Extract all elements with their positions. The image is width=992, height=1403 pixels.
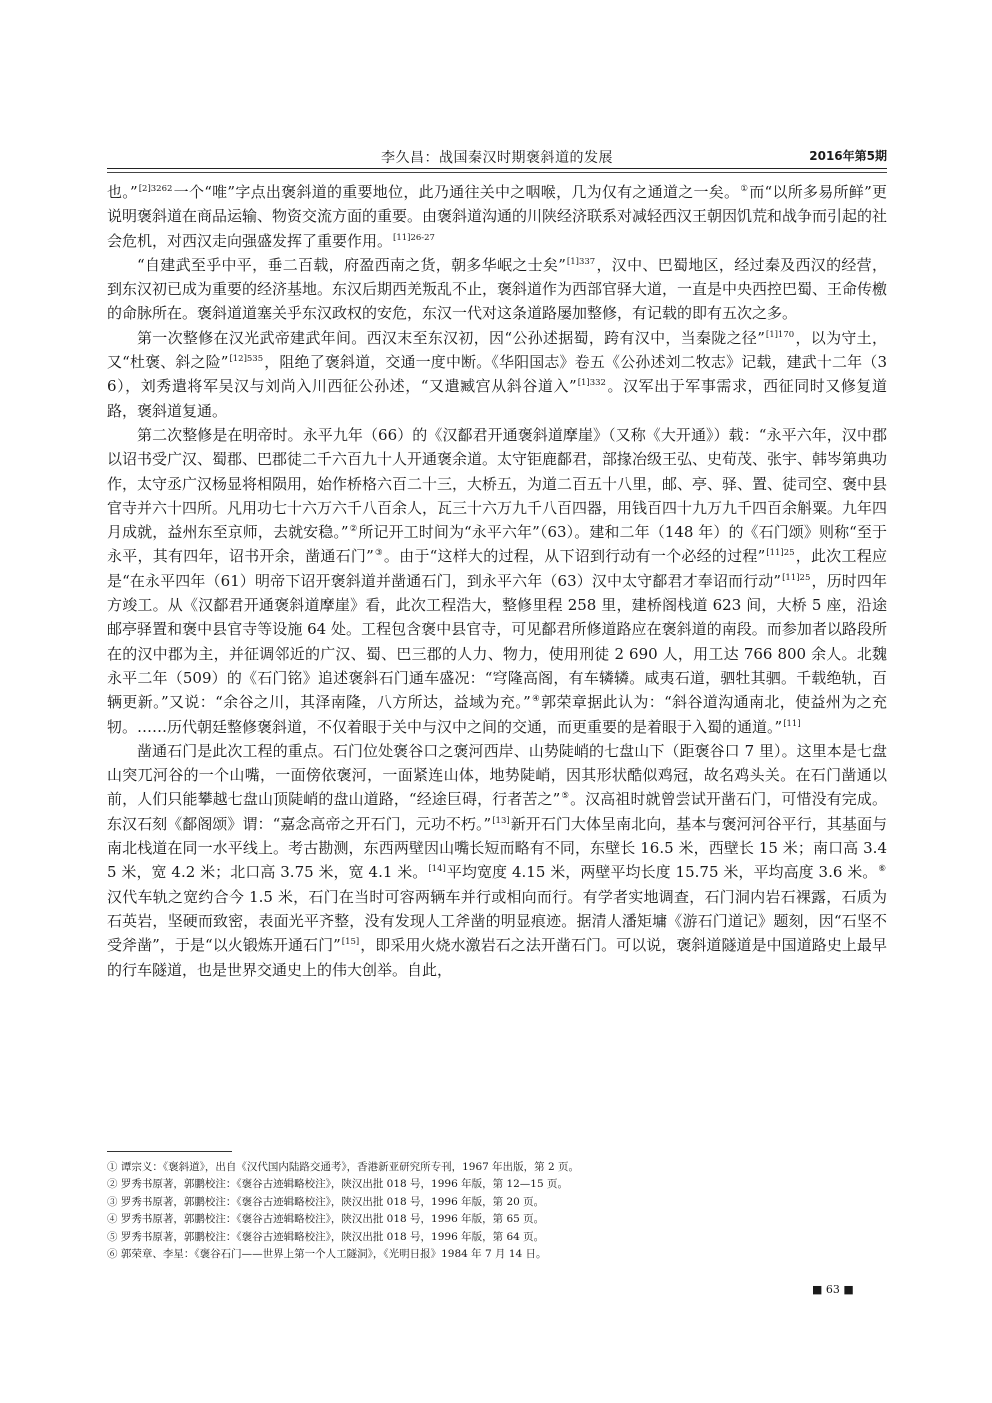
text-run: ，汉中、巴蜀地区，经过秦及西汉的经营，到东汉初已成为重要的经济基地。东汉后期西羌叛乱不止，褒斜道作为西部官驿大道，一直是中央西控巴蜀、王命传檄的命脉所在。褒斜道道塞关乎东汉政权的安危，东汉一代对这条道路屡加整修，有记载的即有五次之多。	[107, 255, 888, 323]
citation-marker: [11]	[783, 718, 801, 729]
header-rule	[107, 168, 887, 169]
text-run: ，历时四年方竣工。从《汉鄐君开通褒斜道摩崖》看，此次工程浩大，整修里程 258 里，建桥阁栈道 623 间，大桥 5 座，沿途邮亭驿置和褒中县官寺等设施 64 处。工程包含褒中县官寺，可见鄐君所修道路应在褒斜道的南段。而参加者以路段所在的汉中郡为主，并征调邻近的广汉、蜀、巴三郡的人力、物力，使用刑徒 2 690 人，用工达 766 800 余人。北魏永平二年（509）的《石门铭》追述褒斜石门通车盛况：“穹隆高阁，有车辚辚。咸夷石道，驷牡其驷。千载绝轨，百辆更新。”又说：“余谷之川，其泽南隆，八方所达，益域为充。”	[107, 571, 887, 712]
citation-marker: ⑥	[878, 864, 886, 875]
text-run: 新开石门大体呈南北向，基本与褒河河谷平行，其基面与南北栈道在同一水平线上。考古勘测，东西两壁因山嘴长短而略有不同，东壁长 16.5 米，西壁长 15 米；南口高 3.45 米，宽 4.2 米；北口高 3.75 米，宽 4.1 米。	[107, 814, 887, 882]
citation-marker: [1]332	[577, 378, 606, 389]
text-run: 第二次整修是在明帝时。永平九年（66）的《汉鄐君开通褒斜道摩崖》（又称《大开通》）载：“永平六年，汉中郡以诏书受广汉、蜀郡、巴郡徒二千六百九十人开通褒余道。太守钜鹿鄐君，部掾冶级王弘、史荀茂、张宇、韩岑第典功作，太守丞广汉杨显将相陨用，始作桥格六百二十三，大桥五，为道二百五十八里，邮、亭、驿、置、徒司空、褒中县官寺并六十四所。凡用功七十六万六千八百余人，瓦三十六万九千八百四器，用钱百四十九万九千四百余斛粟。九年四月成就，益州东至京师，去就安稳。”	[107, 425, 888, 542]
citation-marker: [1]170	[765, 329, 795, 340]
footnote: ⑤ 罗秀书原著，郭鹏校注：《褒谷古迹辑略校注》，陕汉出批 018 号，1996 年版，第 64 页。	[107, 1230, 545, 1243]
footnote: ② 罗秀书原著，郭鹏校注：《褒谷古迹辑略校注》，陕汉出批 018 号，1996 年版，第 12—15 页。	[107, 1178, 569, 1191]
text-run: 。由于“这样大的过程，从下诏到行动有一个必经的过程”	[383, 547, 766, 566]
citation-marker: [11]25	[766, 548, 795, 559]
text-run: 第一次整修在汉光武帝建武年间。西汉末至东汉初，因“公孙述据蜀，跨有汉中，当秦陇之径”	[137, 328, 765, 347]
footnote-separator	[107, 1151, 232, 1152]
text-run: ，阻绝了褒斜道，交通一度中断。《华阳国志》卷五《公孙述刘二牧志》记载，建武十二年（36），刘秀遣将军吴汉与刘尚入川西征公孙述，“又遣臧宫从斜谷道入”	[107, 353, 887, 396]
text-run: 一个“唯”字点出褒斜道的重要地位，此乃通往关中之咽喉，几为仅有之通道之一矣。	[173, 183, 740, 201]
running-title: 李久昌：战国秦汉时期褒斜道的发展	[381, 150, 613, 166]
citation-marker: [2]3262	[138, 184, 173, 194]
page-number: ■ 63 ■	[812, 1283, 854, 1296]
text-run: 。汉高祖时就曾尝试开凿石门，可惜没有完成。东汉石刻《鄐阁颂》谓：“嘉念高帝之开石门，元功不朽。”	[107, 790, 887, 833]
body-paragraph	[107, 180, 887, 253]
citation-marker: [15]	[341, 937, 360, 948]
citation-marker: ②	[349, 524, 358, 535]
citation-marker: ①	[740, 184, 749, 194]
text-run: 也。”	[107, 183, 138, 201]
text-run: “自建武至乎中平，垂二百载，府盈西南之货，朝多华岷之士矣”	[137, 255, 566, 274]
text-run: 汉代车轨之宽约合今 1.5 米，石门在当时可容两辆车并行或相向而行。有学者实地调查，石门洞内岩石裸露，石质为石英岩，坚硬而致密，表面光平齐整，没有发现人工斧凿的明显痕迹。据清人潘矩墉《游石门道记》题刻，因“石坚不受斧凿”，于是“以火锻炼开通石门”	[107, 887, 887, 955]
citation-marker: [14]	[428, 864, 446, 875]
citation-marker: [11]25	[782, 572, 811, 583]
citation-marker: [12]535	[229, 354, 264, 365]
citation-marker: ③	[374, 548, 383, 559]
body-paragraph	[107, 253, 887, 326]
text-run: 所记开工时间为“永平六年”（63）。建和二年（148 年）的《石门颂》则称“至于永平，其有四年，诏书开余，凿通石门”	[107, 523, 888, 566]
citation-marker: [1]337	[566, 256, 596, 267]
footnote: ⑥ 郭荣章、李星：《褒谷石门——世界上第一个人工隧洞》，《光明日报》1984 年 7 月 14 日。	[107, 1248, 547, 1261]
citation-marker: ⑤	[561, 791, 570, 802]
footnote: ③ 罗秀书原著，郭鹏校注：《褒谷古迹辑略校注》，陕汉出批 018 号，1996 年版，第 20 页。	[107, 1195, 545, 1208]
text-run: ，即采用火烧水激岩石之法开凿石门。可以说，褒斜道隧道是中国道路史上最早的行车隧道，也是世界交通史上的伟大创举。自此，	[107, 936, 887, 979]
footnote: ④ 罗秀书原著，郭鹏校注：《褒谷古迹辑略校注》，陕汉出批 018 号，1996 年版，第 65 页。	[107, 1213, 545, 1226]
issue-number: 2016年第5期	[809, 149, 887, 163]
article-body	[107, 180, 887, 982]
citation-marker: ④	[531, 694, 541, 705]
citation-marker: [11]26-27	[393, 232, 435, 243]
text-run: 而“以所多易所鲜”更说明褒斜道在商品运输、物资交流方面的重要。由褒斜道沟通的川陕经济联系对减轻西汉王朝因饥荒和战争而引起的社会危机，对西汉走向强盛发挥了重要作用。	[107, 183, 888, 250]
body-paragraph	[107, 423, 887, 739]
running-header	[107, 147, 887, 167]
text-run: 平均宽度 4.15 米，两壁平均长度 15.75 米，平均高度 3.6 米。	[446, 863, 878, 882]
text-run: ，以为守土，又“杜褒、斜之险”	[107, 328, 887, 372]
text-run: ，此次工程应是“在永平四年（61）明帝下诏开褒斜道并凿通石门，到永平六年（63）汉中太守鄐君才奉诏而行动”	[107, 547, 887, 590]
text-run: 凿通石门是此次工程的重点。石门位处褒谷口之褒河西岸、山势陡峭的七盘山下（距褒谷口 7 里）。这里本是七盘山突兀河谷的一个山嘴，一面傍依褒河，一面紧连山体，地势陡峭，因其形状酷似鸡冠，故名鸡头关。在石门凿通以前，人们只能攀越七盘山顶陡峭的盘山道路，“经途巨碍，行者苦之”	[107, 741, 887, 809]
header-rule-thin	[107, 172, 887, 173]
text-run: 郭荣章据此认为：“斜谷道沟通南北，使益州为之充牣。……历代朝廷整修褒斜道，不仅着眼于关中与汉中之间的交通，而更重要的是着眼于入蜀的通道。”	[107, 693, 887, 736]
citation-marker: [13]	[492, 815, 510, 826]
body-paragraph	[107, 326, 887, 423]
footnote: ① 谭宗义：《褒斜道》，出自《汉代国内陆路交通考》，香港新亚研究所专刊，1967 年出版，第 2 页。	[107, 1161, 580, 1173]
footnotes	[107, 1159, 887, 1263]
body-paragraph	[107, 739, 887, 982]
text-run: 。汉军出于军事需求，西征同时又修复道路，褒斜道复通。	[107, 377, 887, 420]
